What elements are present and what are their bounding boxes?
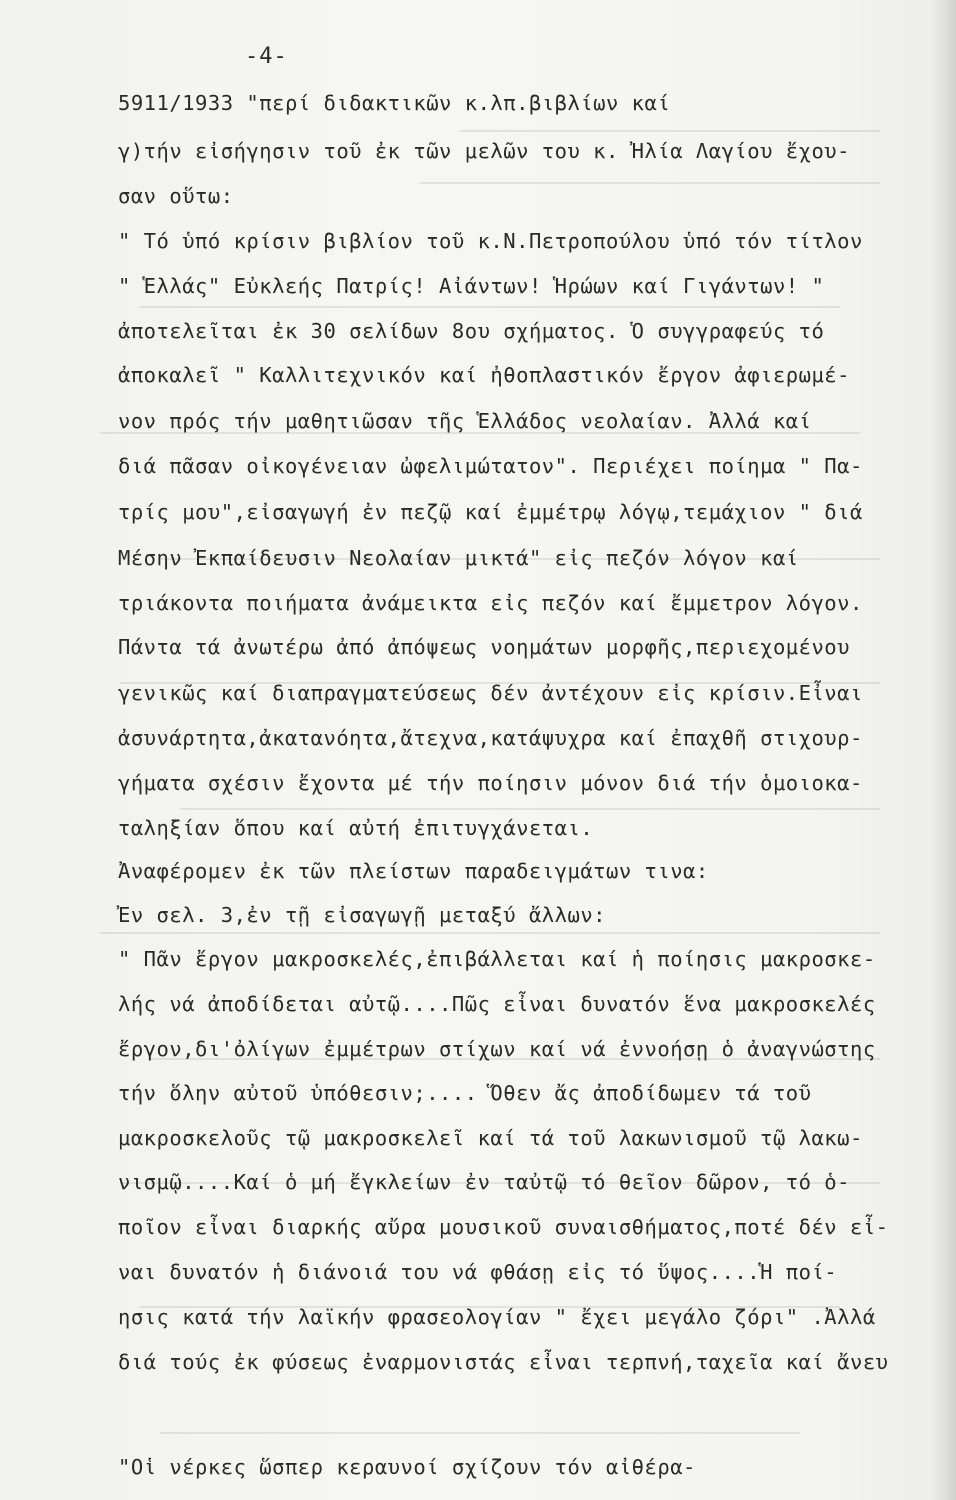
text-line: 5911/1933 "περί διδακτικῶν κ.λπ.βιβλίων καί [118, 91, 671, 115]
text-line: ταληξίαν ὅπου καί αὐτή ἐπιτυγχάνεται. [118, 816, 594, 840]
text-line: γήματα σχέσιν ἔχοντα μέ τήν ποίησιν μόνον διά τήν ὁμοιοκα- [118, 771, 863, 795]
text-line: Πάντα τά ἀνωτέρω ἀπό ἀπόψεως νοημάτων μορφῆς,περιεχομένου [118, 635, 850, 659]
text-line: γενικῶς καί διαπραγματεύσεως δέν ἀντέχουν εἰς κρίσιν.Εἶναι [118, 681, 863, 705]
text-line: μακροσκελοῦς τῷ μακροσκελεῖ καί τά τοῦ λακωνισμοῦ τῷ λακω- [118, 1126, 863, 1150]
text-line: " Ἑλλάς" Εὐκλεής Πατρίς! Αἰάντων! Ἡρώων καί Γιγάντων! " [118, 274, 825, 298]
text-line: ἔργον,δι'ὀλίγων ἐμμέτρων στίχων καί νά ἐννοήσῃ ὁ ἀναγνώστης [118, 1037, 876, 1061]
text-line: Ἀναφέρομεν ἐκ τῶν πλείστων παραδειγμάτων τινα: [118, 859, 709, 883]
text-line: τήν ὅλην αὐτοῦ ὑπόθεσιν;.... Ὅθεν ἄς ἀποδίδωμεν τά τοῦ [118, 1081, 812, 1105]
text-line: γ)τήν εἰσήγησιν τοῦ ἐκ τῶν μελῶν του κ. Ἠλία Λαγίου ἔχου- [118, 139, 850, 163]
text-line: νισμῷ....Καί ὁ μή ἔγκλείων ἐν ταὐτῷ τό θεῖον δῶρον, τό ὁ- [118, 1170, 850, 1194]
text-line: Μέσην Ἐκπαίδευσιν Νεολαίαν μικτά" εἰς πεζόν λόγον καί [118, 546, 799, 570]
page-edge-shadow [930, 0, 956, 1500]
text-line: τρίς μου",εἰσαγωγή ἐν πεζῷ καί ἐμμέτρῳ λόγῳ,τεμάχιον " διά [118, 500, 863, 524]
text-line: σαν οὕτω: [118, 184, 234, 208]
text-line: " Πᾶν ἔργον μακροσκελές,ἐπιβάλλεται καί ἡ ποίησις μακροσκε- [118, 947, 876, 971]
text-line: τριάκοντα ποιήματα ἀνάμεικτα εἰς πεζόν καί ἔμμετρον λόγον. [118, 591, 863, 615]
text-line: "Οἱ νέρκες ὥσπερ κεραυνοί σχίζουν τόν αἰθέρα- [118, 1455, 696, 1479]
text-line: διά τούς ἐκ φύσεως ἐναρμονιστάς εἶναι τερπνή,ταχεῖα καί ἄνευ [118, 1350, 889, 1374]
page-number: -4- [245, 44, 288, 69]
text-line: ἀποτελεῖται ἐκ 30 σελίδων 8ου σχήματος. Ὁ συγγραφεύς τό [118, 319, 825, 343]
text-line: Ἐν σελ. 3,ἐν τῇ εἰσαγωγῇ μεταξύ ἄλλων: [118, 903, 606, 927]
text-line: ἀποκαλεῖ " Καλλιτεχνικόν καί ἠθοπλαστικόν ἔργον ἀφιερωμέ- [118, 363, 850, 387]
text-line: " Τό ὑπό κρίσιν βιβλίον τοῦ κ.Ν.Πετροπούλου ὑπό τόν τίτλον [118, 229, 863, 253]
text-line: λής νά ἀποδίδεται αὐτῷ....Πῶς εἶναι δυνατόν ἕνα μακροσκελές [118, 992, 876, 1016]
text-line: ἀσυνάρτητα,ἀκατανόητα,ἄτεχνα,κατάψυχρα καί ἐπαχθῆ στιχουρ- [118, 726, 863, 750]
text-line: νον πρός τήν μαθητιῶσαν τῆς Ἑλλάδος νεολαίαν. Ἀλλά καί [118, 409, 812, 433]
text-line: ναι δυνατόν ἡ διάνοιά του νά φθάσῃ εἰς τό ὕψος....Ἡ ποί- [118, 1260, 838, 1284]
text-line: διά πᾶσαν οἰκογένειαν ὠφελιμώτατον". Περιέχει ποίημα " Πα- [118, 454, 863, 478]
text-line: ποῖον εἶναι διαρκής αὔρα μουσικοῦ συναισθήματος,ποτέ δέν εἶ- [118, 1215, 889, 1239]
text-line: ησις κατά τήν λαϊκήν φρασεολογίαν " ἔχει μεγάλο ζόρι" .Ἀλλά [118, 1305, 876, 1329]
